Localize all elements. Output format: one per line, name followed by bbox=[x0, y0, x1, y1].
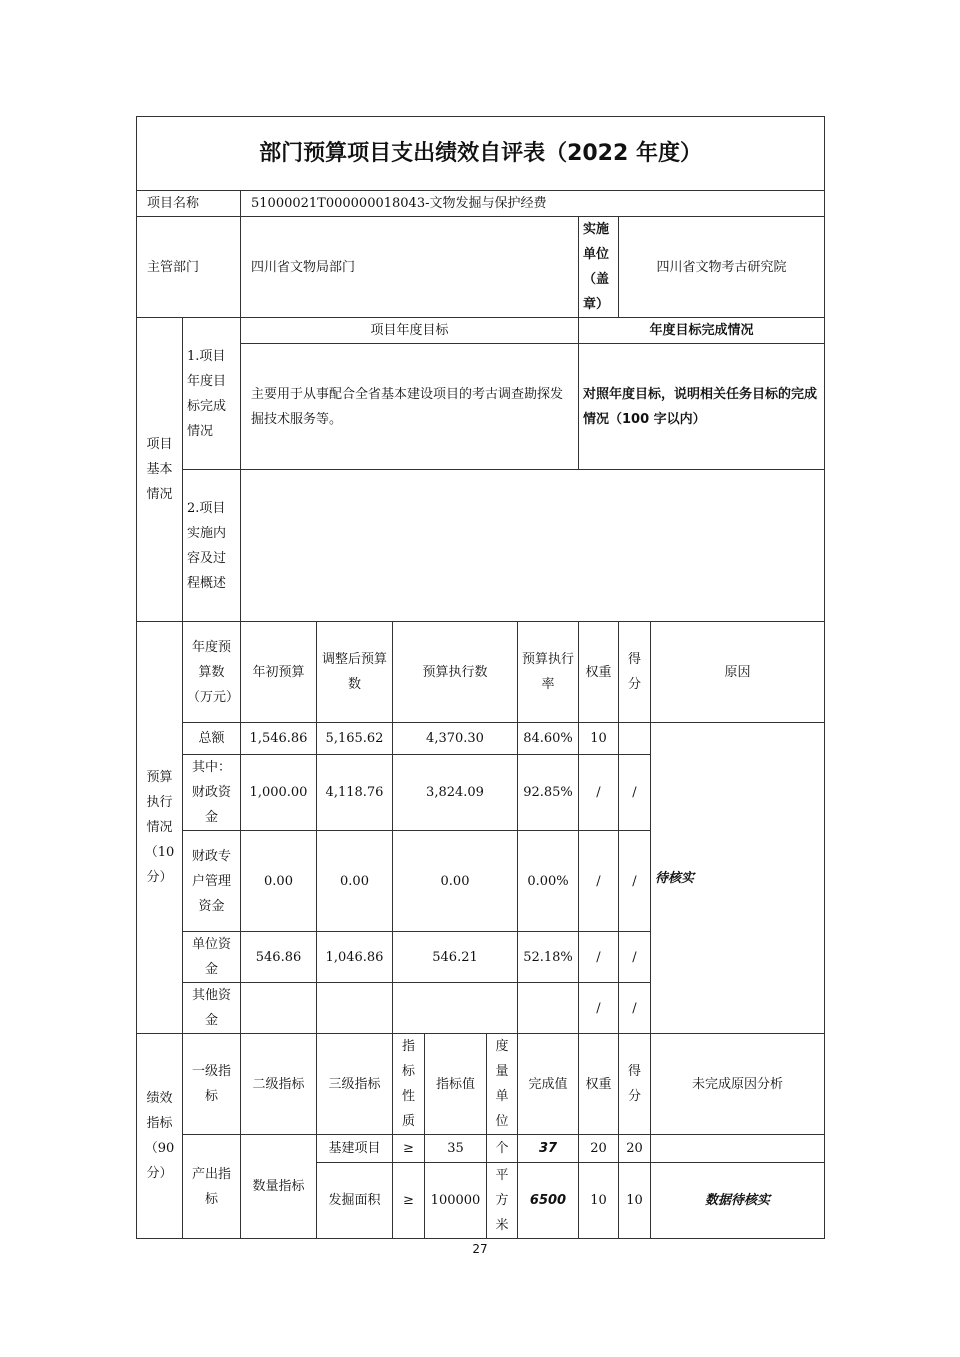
adjusted-cell: 4,118.76 bbox=[317, 755, 393, 831]
rate-cell: 52.18% bbox=[518, 932, 579, 983]
page-title: 部门预算项目支出绩效自评表（2022 年度） bbox=[137, 117, 825, 191]
weight-cell: / bbox=[579, 983, 619, 1034]
initial-cell bbox=[241, 983, 317, 1034]
executed-cell: 0.00 bbox=[393, 831, 518, 932]
table-row bbox=[137, 1135, 825, 1163]
perf-score-header: 得分 bbox=[619, 1034, 651, 1135]
executed-cell: 4,370.30 bbox=[393, 723, 518, 755]
executed-cell bbox=[393, 983, 518, 1034]
score-cell: / bbox=[619, 983, 651, 1034]
self-evaluation-table bbox=[136, 116, 825, 1239]
level1-header: 一级指标 bbox=[183, 1034, 241, 1135]
adjusted-cell: 5,165.62 bbox=[317, 723, 393, 755]
score-cell bbox=[619, 723, 651, 755]
initial-cell: 546.86 bbox=[241, 932, 317, 983]
target-value-header: 指标值 bbox=[425, 1034, 487, 1135]
reason-header: 原因 bbox=[651, 622, 825, 723]
row-label: 财政专户管理资金 bbox=[183, 831, 241, 932]
adjusted-budget-header: 调整后预算数 bbox=[317, 622, 393, 723]
target-value-cell: 35 bbox=[425, 1135, 487, 1163]
initial-budget-header: 年初预算 bbox=[241, 622, 317, 723]
actual-value-header: 完成值 bbox=[518, 1034, 579, 1135]
basic-info-label: 项目基本情况 bbox=[137, 318, 183, 622]
page-number: 27 bbox=[472, 1242, 488, 1256]
goal-header: 项目年度目标 bbox=[241, 318, 579, 344]
project-name-label: 项目名称 bbox=[137, 191, 241, 217]
annual-budget-header: 年度预算数（万元） bbox=[183, 622, 241, 723]
perf-weight-header: 权重 bbox=[579, 1034, 619, 1135]
dept-label: 主管部门 bbox=[137, 217, 241, 318]
executed-cell: 3,824.09 bbox=[393, 755, 518, 831]
initial-cell: 0.00 bbox=[241, 831, 317, 932]
rate-cell: 84.60% bbox=[518, 723, 579, 755]
perf-weight-cell: 20 bbox=[579, 1135, 619, 1163]
score-cell: / bbox=[619, 831, 651, 932]
goal-completion-label: 1.项目年度目标完成情况 bbox=[183, 318, 241, 470]
adjusted-cell bbox=[317, 983, 393, 1034]
actual-value-cell: 6500 bbox=[518, 1163, 579, 1239]
level2-header: 二级指标 bbox=[241, 1034, 317, 1135]
unit-cell: 平方米 bbox=[487, 1163, 518, 1239]
adjusted-cell: 0.00 bbox=[317, 831, 393, 932]
perf-score-cell: 20 bbox=[619, 1135, 651, 1163]
impl-unit-value: 四川省文物考古研究院 bbox=[619, 217, 825, 318]
unit-header: 度量单位 bbox=[487, 1034, 518, 1135]
target-value-cell: 100000 bbox=[425, 1163, 487, 1239]
perf-weight-cell: 10 bbox=[579, 1163, 619, 1239]
score-cell: / bbox=[619, 755, 651, 831]
score-cell: / bbox=[619, 932, 651, 983]
executed-budget-header: 预算执行数 bbox=[393, 622, 518, 723]
level3-header: 三级指标 bbox=[317, 1034, 393, 1135]
analysis-cell: 数据待核实 bbox=[651, 1163, 825, 1239]
level3-cell: 发掘面积 bbox=[317, 1163, 393, 1239]
rate-cell: 92.85% bbox=[518, 755, 579, 831]
implementation-value bbox=[241, 470, 825, 622]
budget-section-label: 预算执行情况（10分） bbox=[137, 622, 183, 1034]
weight-header: 权重 bbox=[579, 622, 619, 723]
nature-cell: ≥ bbox=[393, 1163, 425, 1239]
analysis-cell bbox=[651, 1135, 825, 1163]
nature-header: 指标性质 bbox=[393, 1034, 425, 1135]
initial-cell: 1,000.00 bbox=[241, 755, 317, 831]
dept-value: 四川省文物局部门 bbox=[241, 217, 579, 318]
completion-text: 对照年度目标，说明相关任务目标的完成情况（100 字以内） bbox=[579, 344, 825, 470]
goal-text: 主要用于从事配合全省基本建设项目的考古调查勘探发掘技术服务等。 bbox=[241, 344, 579, 470]
table-row bbox=[137, 723, 825, 755]
weight-cell: / bbox=[579, 831, 619, 932]
weight-cell: / bbox=[579, 932, 619, 983]
perf-score-cell: 10 bbox=[619, 1163, 651, 1239]
execution-rate-header: 预算执行率 bbox=[518, 622, 579, 723]
level2-value: 数量指标 bbox=[241, 1135, 317, 1239]
unit-cell: 个 bbox=[487, 1135, 518, 1163]
row-label: 其他资金 bbox=[183, 983, 241, 1034]
level1-value: 产出指标 bbox=[183, 1135, 241, 1239]
project-name-value: 51000021T000000018043-文物发掘与保护经费 bbox=[241, 191, 825, 217]
weight-cell: / bbox=[579, 755, 619, 831]
performance-section-label: 绩效指标（90分） bbox=[137, 1034, 183, 1239]
analysis-header: 未完成原因分析 bbox=[651, 1034, 825, 1135]
initial-cell: 1,546.86 bbox=[241, 723, 317, 755]
adjusted-cell: 1,046.86 bbox=[317, 932, 393, 983]
nature-cell: ≥ bbox=[393, 1135, 425, 1163]
weight-cell: 10 bbox=[579, 723, 619, 755]
completion-header: 年度目标完成情况 bbox=[579, 318, 825, 344]
level3-cell: 基建项目 bbox=[317, 1135, 393, 1163]
implementation-label: 2.项目实施内容及过程概述 bbox=[183, 470, 241, 622]
row-label: 单位资金 bbox=[183, 932, 241, 983]
row-label: 总额 bbox=[183, 723, 241, 755]
impl-unit-label: 实施单位（盖章） bbox=[579, 217, 619, 318]
rate-cell: 0.00% bbox=[518, 831, 579, 932]
executed-cell: 546.21 bbox=[393, 932, 518, 983]
actual-value-cell: 37 bbox=[518, 1135, 579, 1163]
budget-reason-value: 待核实 bbox=[651, 723, 825, 1034]
row-label: 其中：财政资金 bbox=[183, 755, 241, 831]
score-header: 得分 bbox=[619, 622, 651, 723]
rate-cell bbox=[518, 983, 579, 1034]
